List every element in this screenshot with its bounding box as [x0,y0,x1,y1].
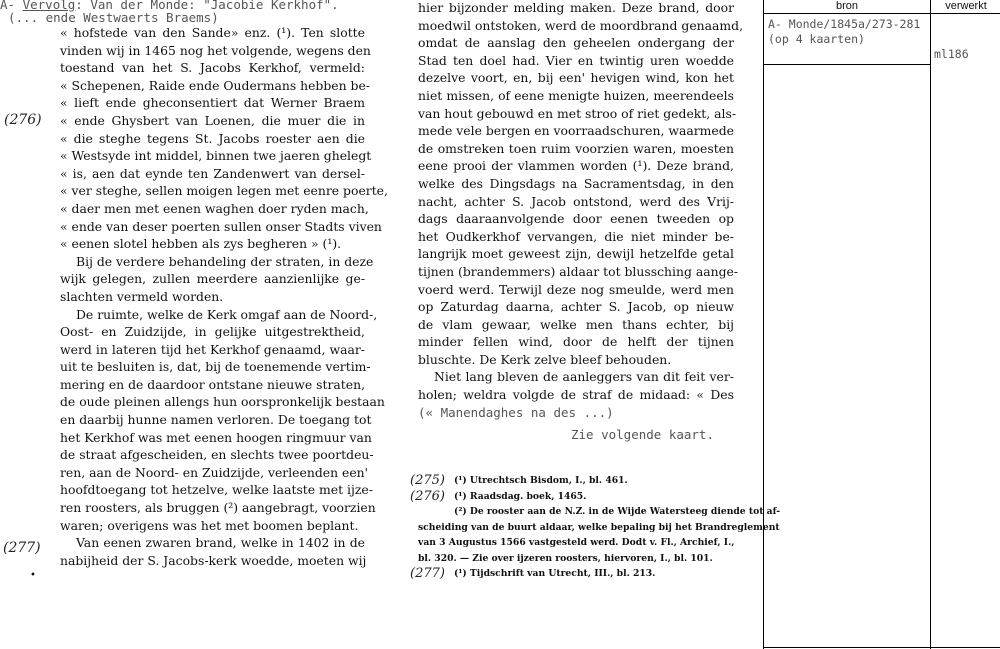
footnote-text: van 3 Augustus 1566 vastgesteld werd. Dodt v. Fl., Archief, I., [418,537,735,548]
text-line: en daarbij hunne namen verloren. De toegang tot [60,412,372,428]
text-line: langrijk moet geweest zijn, dewijl hetzelfde getal [418,246,734,262]
text-line: niet missen, of eene menigte huizen, meerendeels [418,87,734,103]
text-line: vinden wij in 1465 nog het volgende, wegens den [60,42,371,58]
header-vervolg: Vervolg [22,0,76,12]
footnote-line [418,520,780,536]
text-line: mede vele bergen en voorraadschuren, waarmede [418,123,734,139]
text-line: van hout gebouwd en met stroo of riet gedekt, als- [418,105,737,121]
text-line: de straat afgescheiden, en slechts twee poortdeu- [60,447,374,463]
text-line: het Kerkhof was met eenen hoogen ringmuur van [60,429,372,445]
footnote-text: scheiding van de buurt aldaar, welke bepaling bij het Brandreglement [418,521,780,533]
footnote-text: (¹) Tijdschrift van Utrecht, III., bl. 213. [454,568,656,579]
footnote-line [418,551,748,567]
footnote-margin-mark: (276) [410,488,445,504]
header-prefix: A- [0,0,16,12]
text-line: Oost- en Zuidzijde, in gelijke uitgestrektheid, [60,324,365,340]
text-line: tijnen (brandemmers) aldaar tot blussching aange- [418,263,739,279]
text-line: Van eenen zwaren brand, welke in 1402 in de [76,535,365,551]
text-line: toestand van het S. Jacobs Kerkhof, vermeld: [60,60,365,76]
text-line: de oude pleinen allengs hun oorspronkelijk bestaan [60,394,385,410]
text-line: omdat de aanslag den geheelen ondergang der [418,35,734,51]
text-line: holen; weldra volgde de straf de midaad: « Des [418,387,734,403]
text-line: « daer men met eenen waghen doer ryden mach, [60,200,369,216]
text-line: hoofdtoegang tot hetzelve, welke laatste met ijze- [60,482,373,498]
text-line: minder fellen wind, door de helft der tijnen [418,334,734,350]
text-line: nabijheid der S. Jacobs-kerk woedde, moeten wij [60,552,367,568]
text-line: « Westsyde int middel, binnen twe jaeren ghelegt [60,148,372,164]
column-divider [930,0,931,649]
text-line: ren roosters, als bruggen (²) aangebragt, voorzien [60,500,376,516]
dot-mark: • [30,570,36,581]
footnote-line [410,566,748,582]
text-line: eene prooi der vlammen worden (¹). Deze brand, [418,158,734,174]
row-divider [764,64,930,65]
margin-note-276: (276) [4,112,42,128]
bron-line-1: A- Monde/1845a/273-281 [768,17,921,31]
text-line: welke des Dingsdags na Sacramentsdag, in den [418,175,734,191]
text-line: slachten vermeld worden. [60,288,224,304]
footnotes [410,473,781,582]
footnote-text: (¹) Raadsdag. boek, 1465. [454,490,587,502]
table-bottom-border [764,647,1000,648]
header-subline: (... ende Westwaerts Braems) [8,10,219,25]
left-text-column [60,24,388,569]
continuation-line: (« Manendaghes na des ...) [418,405,614,420]
text-line: « die steghe tegens St. Jacobs roester aen die [60,130,365,146]
right-text-column [418,0,744,404]
verwerkt-cell: ml186 [934,47,969,61]
footnote-text: bl. 320. — Zie over ijzeren roosters, hiervoren, I., bl. 101. [418,552,713,564]
text-line: wijk gelegen, zullen meerdere aanzienlijke ge- [60,271,365,287]
footnote-line [418,535,748,551]
text-line: Stad ten doel had. Vier en twintig uren woedde [418,52,734,68]
follow-note: Zie volgende kaart. [571,427,714,442]
text-line: Niet lang bleven de aanleggers van dit feit ver- [434,369,734,385]
text-line: werd in lateren tijd het Kerkhof genaamd, waar- [60,341,365,357]
text-line: voerd werd. Terwijl deze nog smeulde, werd men [418,281,734,297]
text-line: hier bijzonder melding maken. Deze brand, door [418,0,734,15]
text-line: bluschte. De Kerk zelve bleef behouden. [418,351,672,367]
footnote-text: (²) De rooster aan de N.Z. in de Wijde Watersteeg diende tot af- [454,506,781,517]
text-line: ren, aan de Noord- en Zuidzijde, verleenden een' [60,464,369,480]
meta-table [763,0,1000,649]
text-line: Bij de verdere behandeling der straten, in deze [76,253,374,269]
text-line: « ende van deser poerten sullen onser Stadts viven [60,218,382,234]
bron-line-2: (op 4 kaarten) [768,31,865,46]
text-line: waren; overigens was het met boomen beplant. [60,517,359,533]
text-line: uit te besluiten is, dat, bij de toenemende vertim- [60,359,371,375]
text-line: moedwil ontstoken, werd de moordbrand genaamd, [418,17,744,33]
text-line: mering en de daardoor ontstane nieuwe straten, [60,376,366,392]
header-rest: : Van der Monde: "Jacobie Kerkhof". [75,0,339,12]
table-header-row [764,0,1000,14]
text-line: nacht, achter S. Jacob ontstond, werd des Vrij- [418,193,734,209]
footnote-margin-mark: (275) [410,473,445,488]
footnote-margin-mark: (277) [410,566,445,581]
text-line: « lieft ende gheconsentiert dat Werner Braem [60,95,365,111]
footnote-line [418,504,781,520]
footnote-text: (¹) Utrechtsch Bisdom, I., bl. 461. [454,475,628,486]
text-line: « ende Ghysbert van Loenen, die muer die in [60,112,365,128]
bron-header: bron [835,0,859,12]
text-line: de omstreken toen ruim voorzien waren, moesten [418,140,734,156]
footnote-line [410,488,748,505]
text-line: « ver steghe, sellen moigen legen met eenre poerte, [60,183,388,199]
text-line: dags daaraanvolgende door eenen tweeden op [418,211,734,227]
margin-note-277: (277) [3,540,41,556]
text-line: de vlam gewaar, welke men thans echter, bij [418,316,734,332]
footnote-line [410,473,748,489]
text-line: « is, aen dat eynde ten Zandenwert van dersel- [60,165,365,181]
text-line: « Schepenen, Raide ende Oudermans hebben be- [60,77,370,93]
text-line: op Zaturdag daarna, achter S. Jacob, op nieuw [418,299,734,315]
text-line: dezelve voort, en, bij een' hevigen wind, kon het [418,70,734,86]
text-line: « hofstede van den Sande» enz. (¹). Ten slotte [60,25,365,40]
text-line: « eenen slotel hebben als zys begheren » (¹). [60,236,342,252]
text-line: De ruimte, welke de Kerk omgaf aan de Noord-, [76,306,378,322]
bron-cell [768,17,920,46]
text-line: het Oudkerkhof vervangen, die niet minder be- [418,228,734,244]
verwerkt-header: verwerkt [945,0,987,12]
